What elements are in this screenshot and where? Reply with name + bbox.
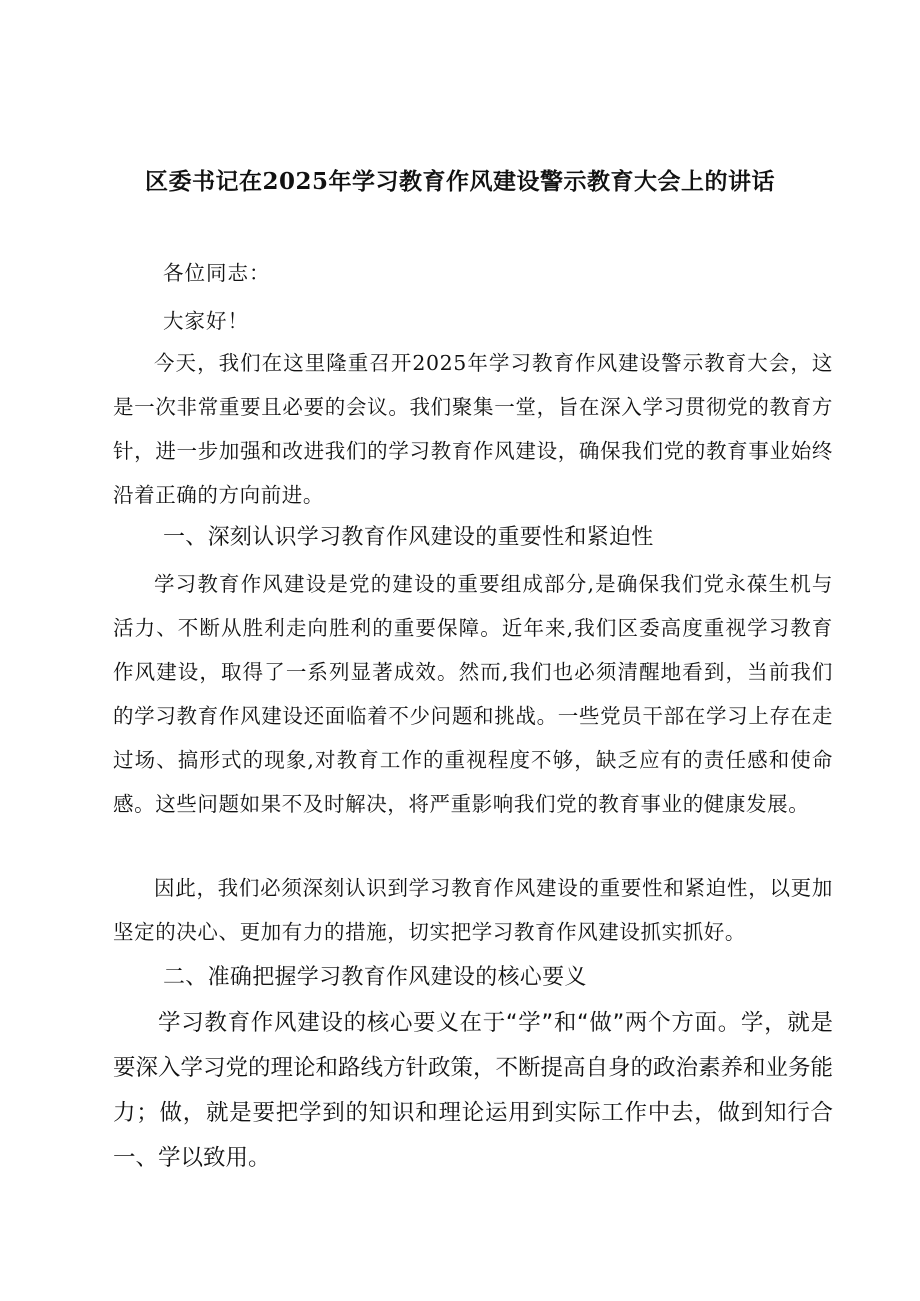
section-1-heading: 一、深刻认识学习教育作风建设的重要性和紧迫性: [163, 525, 654, 550]
section-2-heading: 二、准确把握学习教育作风建设的核心要义: [163, 965, 587, 990]
section-1-paragraph-1: 学习教育作风建设是党的建设的重要组成部分,是确保我们党永葆生机与活力、不断从胜利走向胜利的重要保障。近年来,我们区委高度重视学习教育作风建设，取得了一系列显著成效。然而,我们也必须清醒地看到，当前我们的学习教育作风建设还面临着不少问题和挑战。一些党员干部在学习上存在走过场、搞形式的现象,对教育工作的重视程度不够，缺乏应有的责任感和使命感。这些问题如果不及时解决，将严重影响我们党的教育事业的健康发展。: [113, 572, 833, 816]
salutation: 各位同志：: [163, 261, 271, 285]
section-2-paragraph-1: 学习教育作风建设的核心要义在于“学”和“做”两个方面。学，就是要深入学习党的理论和路线方针政策，不断提高自身的政治素养和业务能力；做，就是要把学到的知识和理论运用到实际工作中去，做到知行合一、学以致用。: [113, 1010, 834, 1171]
section-1-paragraph-2: 因此，我们必须深刻认识到学习教育作风建设的重要性和紧迫性，以更加坚定的决心、更加有力的措施，切实把学习教育作风建设抓实抓好。: [113, 876, 833, 944]
document-title: 区委书记在2025年学习教育作风建设警示教育大会上的讲话: [144, 168, 775, 195]
greeting: 大家好！: [163, 309, 249, 333]
intro-paragraph: 今天，我们在这里隆重召开2025年学习教育作风建设警示教育大会，这是一次非常重要且必要的会议。我们聚集一堂，旨在深入学习贯彻党的教育方针，进一步加强和改进我们的学习教育作风建设，确保我们党的教育事业始终沿着正确的方向前进。: [113, 351, 833, 507]
